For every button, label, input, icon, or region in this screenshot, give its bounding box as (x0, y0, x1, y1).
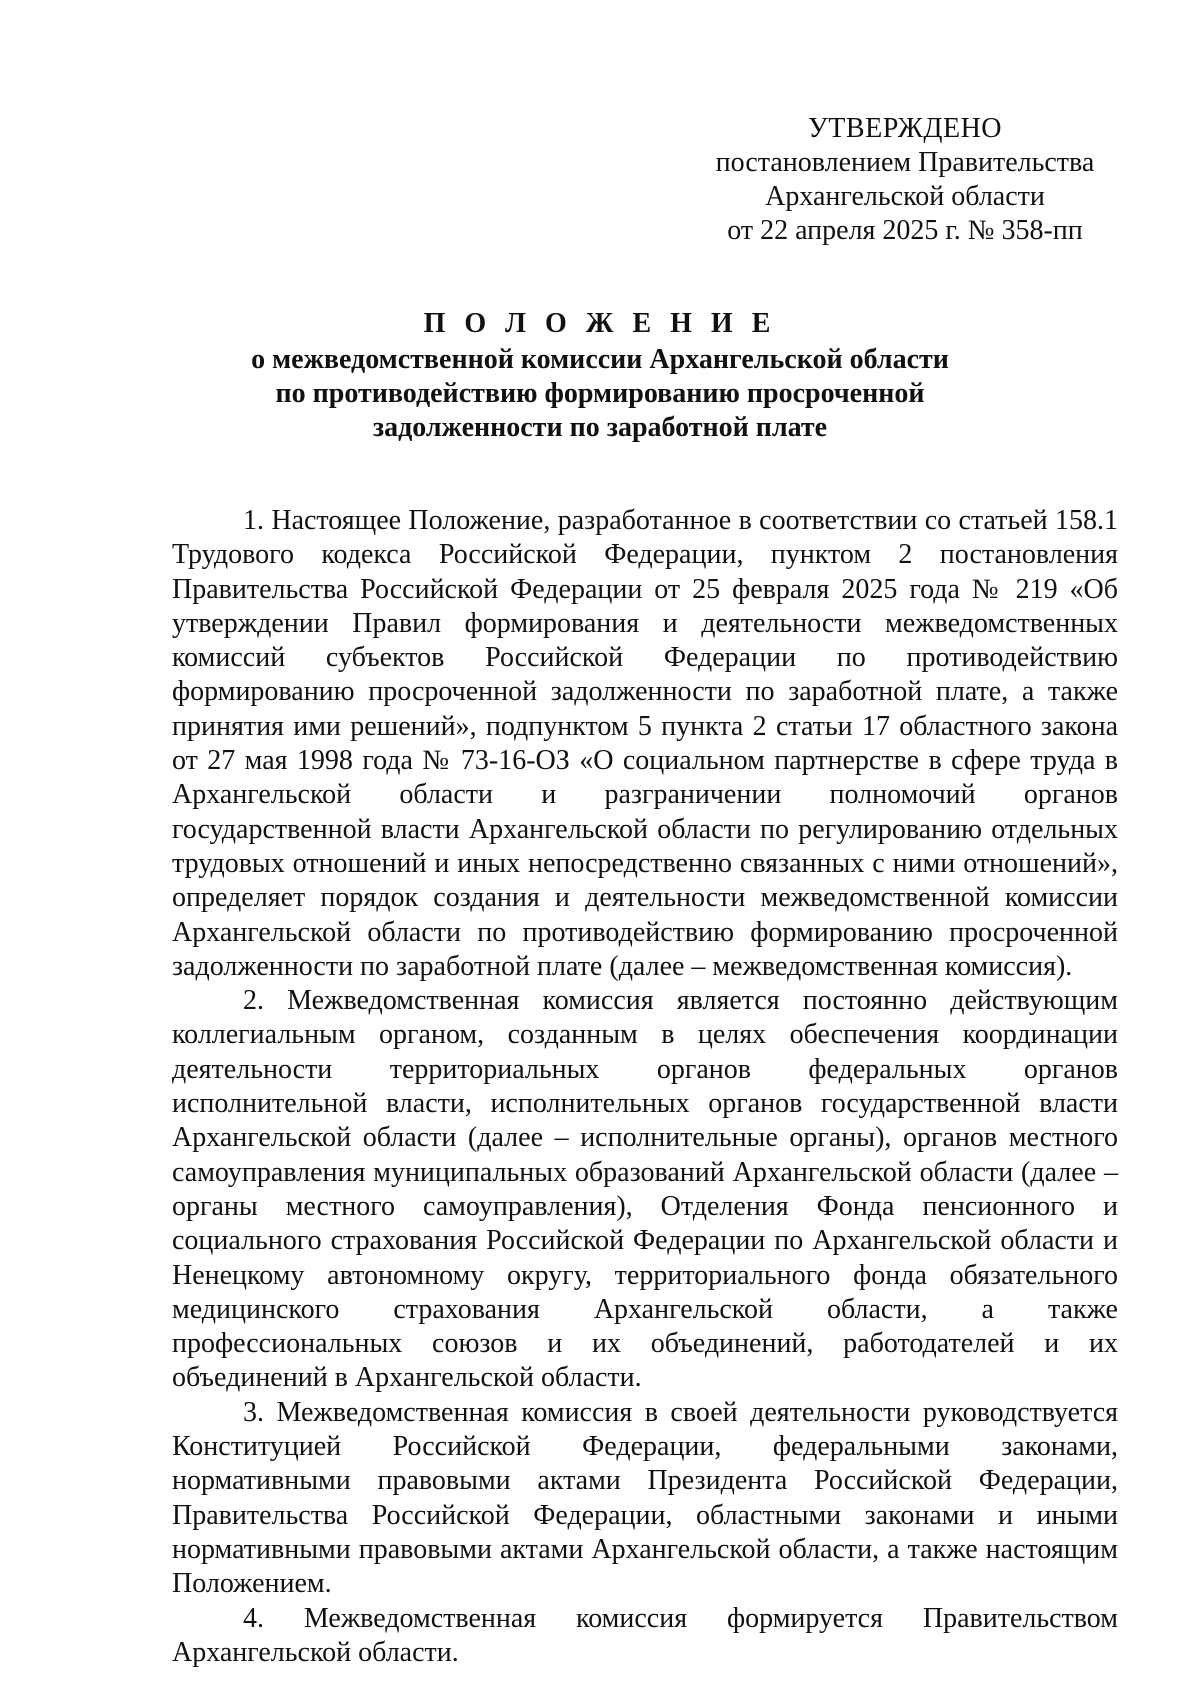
document-heading (160, 307, 1040, 445)
approval-title: УТВЕРЖДЕНО (807, 113, 1003, 144)
approval-line-2: Архангельской области (765, 181, 1045, 212)
paragraph-1: 1. Настоящее Положение, разработанное в соответствии со статьей 158.1 Трудового кодекса Российской Федерации, пунктом 2 постановления Правительства Российской Федерации от 25 февраля 2025 года № 219 «Об утверждении Правил формирования и деятельности межведомственных комиссий субъектов Российской Федерации по противодействию формированию просроченной задолженности по заработной плате, а также принятия ими решений», подпунктом 5 пункта 2 статьи 17 областного закона от 27 мая 1998 года № 73-16-ОЗ «О социальном партнерстве в сфере труда в Архангельской области и разграничении полномочий органов государственной власти Архангельской области по регулированию отдельных трудовых отношений и иных непосредственно связанных с ними отношений», определяет порядок создания и деятельности межведомственной комиссии Архангельской области по противодействию формированию просроченной задолженности по заработной плате (далее – межведомственная комиссия). (172, 505, 1118, 982)
paragraph-4: 4. Межведомственная комиссия формируется Правительством Архангельской области. (172, 1602, 1118, 1668)
document-title: П О Л О Ж Е Н И Е (423, 308, 777, 339)
document-body (172, 504, 1118, 1670)
paragraph-2: 2. Межведомственная комиссия является постоянно действующим коллегиальным органом, созданным в целях обеспечения координации деятельности территориальных органов федеральных органов исполнительной власти, исполнительных органов государственной власти Архангельской области (далее – исполнительные органы), органов местного самоуправления муниципальных образований Архангельской области (далее – органы местного самоуправления), Отделения Фонда пенсионного и социального страхования Российской Федерации по Архангельской области и Ненецкому автономному округу, территориального фонда обязательного медицинского страхования Архангельской области, а также профессиональных союзов и их объединений, работодателей и их объединений в Архангельской области. (172, 985, 1118, 1394)
paragraph-3: 3. Межведомственная комиссия в своей деятельности руководствуется Конституцией Российской Федерации, федеральными законами, нормативными правовыми актами Президента Российской Федерации, Правительства Российской Федерации, областными законами и иными нормативными правовыми актами Архангельской области, а также настоящим Положением. (172, 1396, 1118, 1600)
document-subtitle-line-2: по противодействию формированию просроченной (275, 378, 925, 409)
approval-stamp (690, 112, 1120, 248)
document-subtitle-line-1: о межведомственной комиссии Архангельской области (251, 344, 949, 375)
approval-line-1: постановлением Правительства (715, 147, 1095, 178)
approval-line-3: от 22 апреля 2025 г. № 358-пп (727, 215, 1083, 246)
document-subtitle-line-3: задолженности по заработной плате (372, 412, 828, 443)
